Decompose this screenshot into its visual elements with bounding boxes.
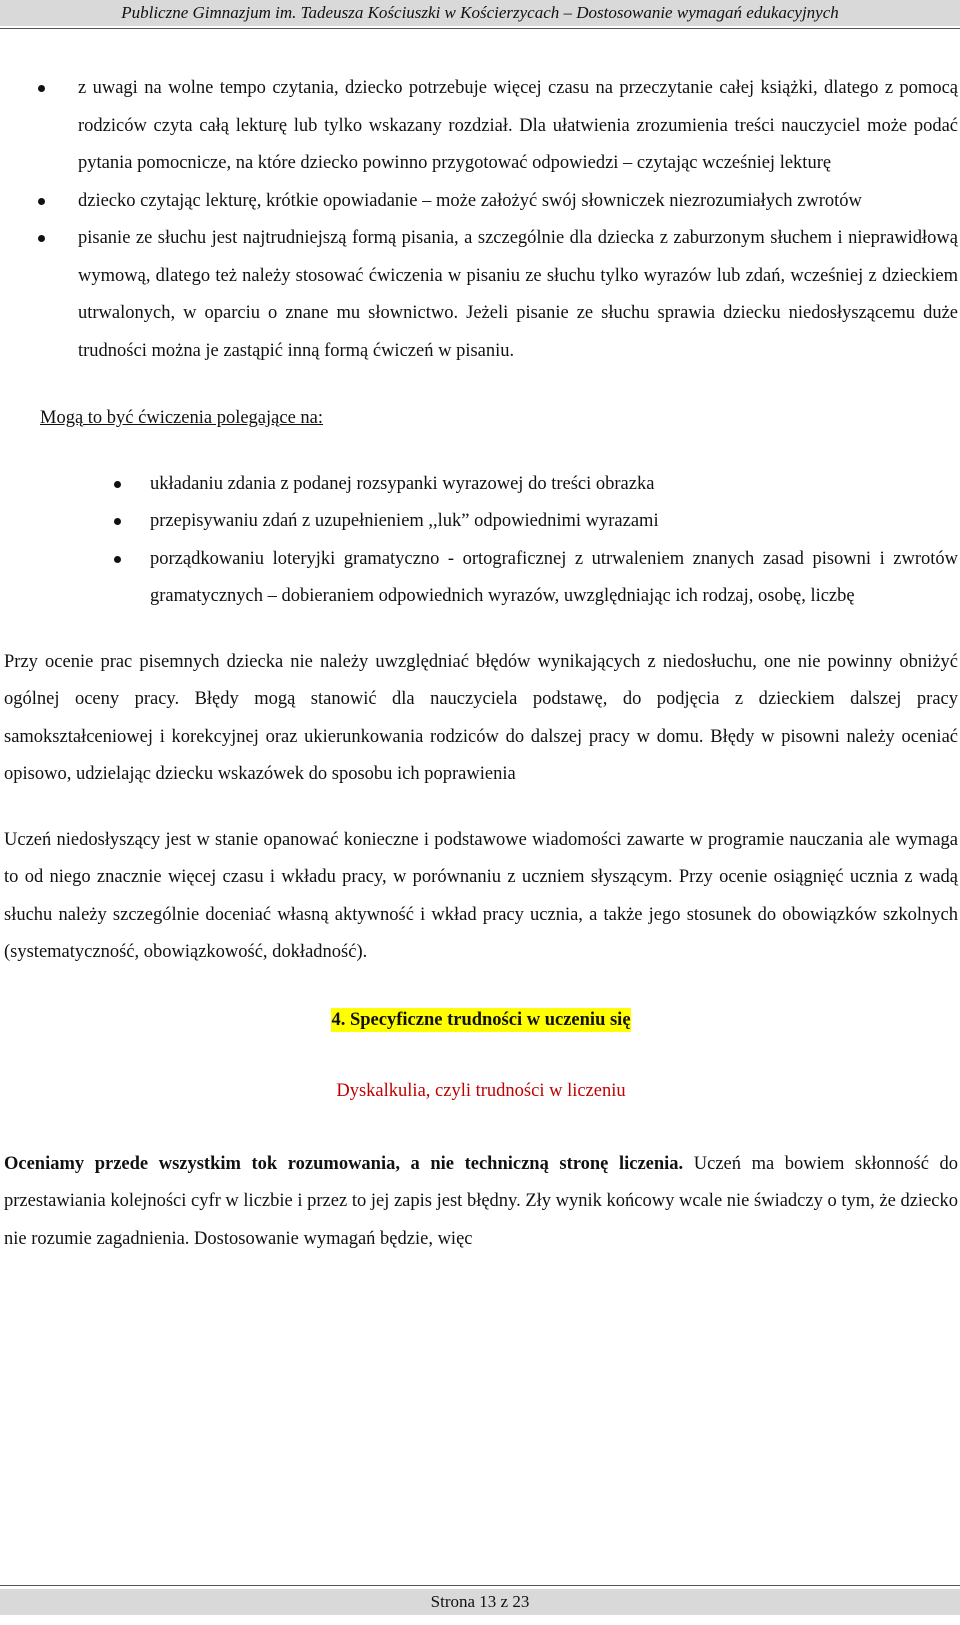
bullet-icon xyxy=(38,235,45,242)
exercises-bullet-list xyxy=(4,466,958,616)
section-heading-text: 4. Specyficzne trudności w uczeniu się xyxy=(331,1009,631,1030)
list-item xyxy=(4,220,958,370)
section-heading xyxy=(4,1002,958,1040)
list-item-text: układaniu zdania z podanej rozsypanki wyrazowej do treści obrazka xyxy=(150,473,655,494)
footer-divider xyxy=(0,1585,960,1586)
bullet-icon xyxy=(114,556,121,563)
exercises-intro: Mogą to być ćwiczenia polegające na: xyxy=(40,408,324,428)
section-subheading: Dyskalkulia, czyli trudności w liczeniu xyxy=(336,1081,626,1101)
page-footer: Strona 13 z 23 xyxy=(0,1589,960,1615)
list-item-text: porządkowaniu loteryjki gramatyczno - ortograficznej z utrwaleniem znanych zasad pisowni i zwrotów gramatycznych – dobieraniem odpowiednich wyrazów, uwzględniając ich rodzaj, osobę, liczbę xyxy=(150,548,958,606)
page-content xyxy=(4,70,958,1258)
reading-bullet-list xyxy=(4,70,958,370)
bullet-icon xyxy=(114,518,121,525)
list-item xyxy=(4,541,958,616)
list-item-text: z uwagi na wolne tempo czytania, dziecko potrzebuje więcej czasu na przeczytanie całej książki, dlatego z pomocą rodziców czyta całą lekturę lub tylko wskazany rozdział. Dla ułatwienia zrozumienia treści nauczyciel może podać pytania pomocnicze, na które dziecko powinno przygotować odpowiedzi – czytając wcześniej lekturę xyxy=(78,78,958,173)
student-paragraph: Uczeń niedosłyszący jest w stanie opanować konieczne i podstawowe wiadomości zawarte w programie nauczania ale wymaga to od niego znacznie więcej czasu i wkładu pracy, w porównaniu z uczniem słyszącym. Przy ocenie osiągnięć ucznia z wadą słuchu należy szczególnie doceniać własną aktywność i wkład pracy ucznia, a także jego stosunek do obowiązków szkolnych (systematyczność, obowiązkowość, dokładność). xyxy=(4,829,958,962)
dyscalculia-bold-lead: Oceniamy przede wszystkim tok rozumowania, a nie techniczną stronę liczenia. xyxy=(4,1153,684,1174)
list-item xyxy=(4,183,958,221)
bullet-icon xyxy=(38,198,45,205)
list-item-text: przepisywaniu zdań z uzupełnieniem ,,luk” odpowiednimi wyrazami xyxy=(150,511,659,531)
list-item xyxy=(4,503,958,541)
bullet-icon xyxy=(114,481,121,488)
bullet-icon xyxy=(38,85,45,92)
page-header: Publiczne Gimnazjum im. Tadeusza Kościuszki w Kościerzycach – Dostosowanie wymagań edukacyjnych xyxy=(0,0,960,26)
dyscalculia-text: Uczeń ma bowiem skłonność do przestawiania kolejności cyfr w liczbie i przez to jej zapis jest błędny. Zły wynik końcowy wcale nie świadczy o tym, że dziecko nie rozumie zagadnienia. Dostosowanie wymagań będzie, więc xyxy=(4,1153,958,1249)
list-item-text: pisanie ze słuchu jest najtrudniejszą formą pisania, a szczególnie dla dziecka z zaburzonym słuchem i nieprawidłową wymową, dlatego też należy stosować ćwiczenia w pisaniu ze słuchu tylko wyrazów lub zdań, wcześniej z dzieckiem utrwalonych, w oparciu o znane mu słownictwo. Jeżeli pisanie ze słuchu sprawia dziecku niedosłyszącemu duże trudności można je zastąpić inną formą ćwiczeń w pisaniu. xyxy=(78,228,958,361)
list-item xyxy=(4,466,958,504)
errors-paragraph: Przy ocenie prac pisemnych dziecka nie należy uwzględniać błędów wynikających z niedosłuchu, one nie powinny obniżyć ogólnej oceny pracy. Błędy mogą stanowić dla nauczyciela podstawę, do podjęcia z dzieckiem dalszej pracy samokształceniowej i korekcyjnej oraz ukierunkowania rodziców do dalszej pracy w domu. Błędy w pisowni należy oceniać opisowo, udzielając dziecku wskazówek do sposobu ich poprawienia xyxy=(4,651,958,784)
dyscalculia-paragraph xyxy=(4,1146,958,1259)
list-item-text: dziecko czytając lekturę, krótkie opowiadanie – może założyć swój słowniczek niezrozumiałych zwrotów xyxy=(78,190,862,211)
header-divider xyxy=(0,28,960,29)
list-item xyxy=(4,70,958,183)
